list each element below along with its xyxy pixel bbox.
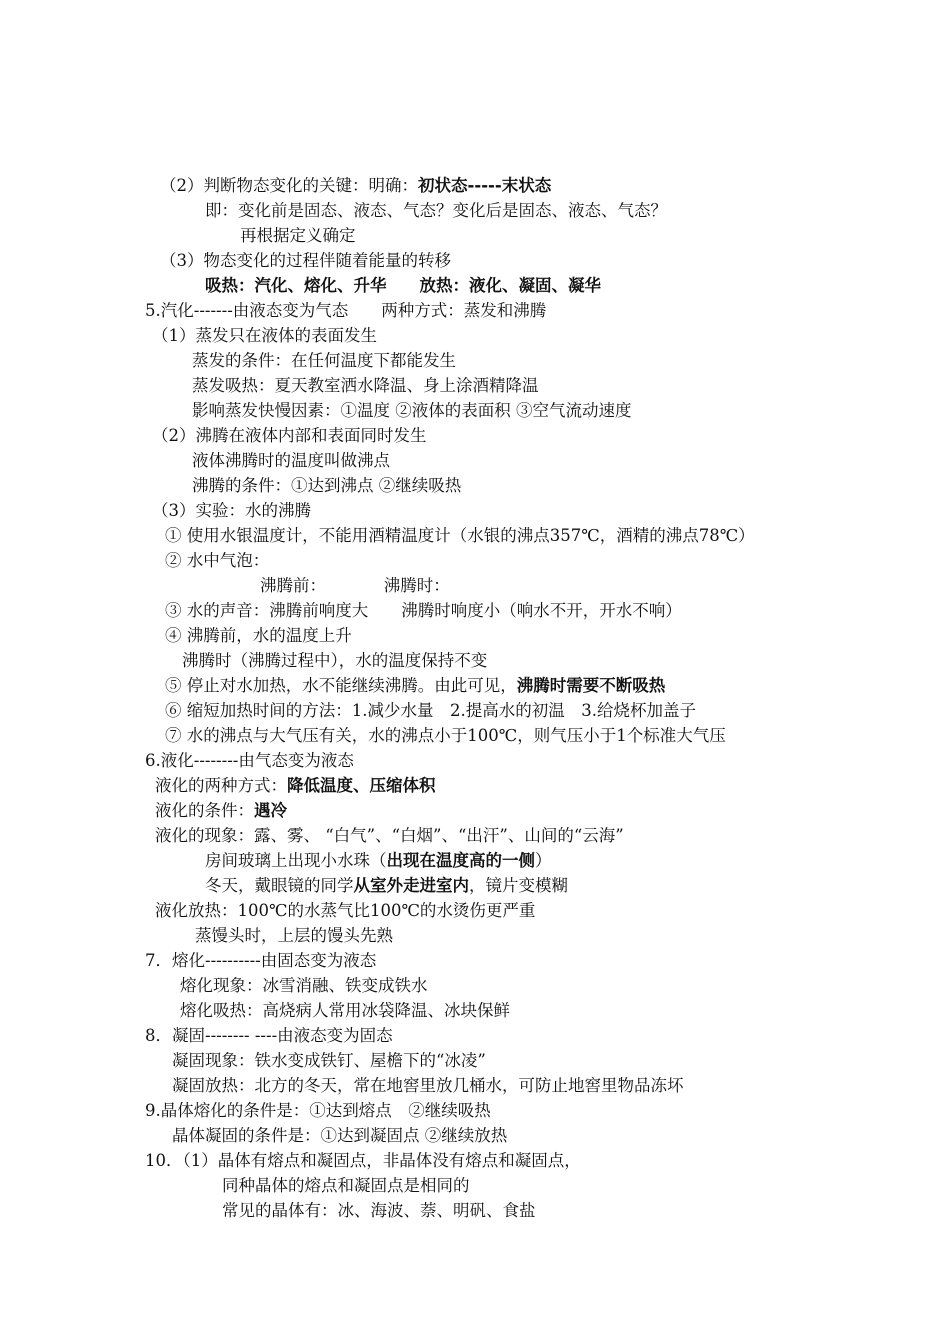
text-segment: 沸腾前： 沸腾时： — [260, 576, 450, 595]
text-segment: ⑦ 水的沸点与大气压有关，水的沸点小于100℃，则气压小于1个标准大气压 — [165, 726, 726, 745]
text-line — [145, 749, 354, 774]
text-segment: （2）沸腾在液体内部和表面同时发生 — [152, 426, 427, 445]
text-line — [180, 999, 510, 1024]
text-segment: 冬天，戴眼镜的同学 — [205, 876, 354, 895]
text-line — [165, 699, 696, 724]
text-line — [192, 399, 632, 424]
text-line — [155, 899, 535, 924]
text-segment: 5.汽化-------由液态变为气态 两种方式：蒸发和沸腾 — [145, 301, 547, 320]
text-segment: 蒸馒头时，上层的馒头先熟 — [195, 926, 393, 945]
text-line — [145, 299, 546, 324]
text-segment: 即：变化前是固态、液态、气态？变化后是固态、液态、气态？ — [205, 201, 667, 220]
text-segment: 液化的条件： — [155, 801, 254, 820]
text-segment: 蒸发吸热：夏天教室洒水降温、身上涂酒精降温 — [192, 376, 539, 395]
text-segment: ① 使用水银温度计，不能用酒精温度计（水银的沸点357℃，酒精的沸点78℃） — [165, 526, 755, 545]
text-line — [172, 1074, 684, 1099]
text-segment: ② 水中气泡： — [165, 551, 270, 570]
bold-text: 吸热：汽化、熔化、升华 放热：液化、凝固、凝华 — [205, 276, 601, 295]
text-segment: 蒸发的条件：在任何温度下都能发生 — [192, 351, 456, 370]
text-line — [205, 199, 667, 224]
text-line — [240, 224, 356, 249]
text-segment: 10．（1）晶体有熔点和凝固点，非晶体没有熔点和凝固点， — [145, 1151, 581, 1170]
text-line — [155, 799, 287, 824]
text-line — [205, 274, 601, 299]
text-line — [152, 424, 427, 449]
text-line — [222, 1174, 470, 1199]
text-line — [160, 174, 551, 199]
text-segment: 液体沸腾时的温度叫做沸点 — [192, 451, 390, 470]
text-segment: 熔化现象：冰雪消融、铁变成铁水 — [180, 976, 428, 995]
text-line — [145, 949, 376, 974]
text-line — [145, 1024, 393, 1049]
text-line — [165, 674, 665, 699]
text-line — [165, 549, 269, 574]
text-line — [222, 1199, 536, 1224]
bold-text: 出现在温度高的一侧 — [386, 851, 535, 870]
text-line — [172, 1049, 486, 1074]
text-segment: （3）实验：水的沸腾 — [152, 501, 311, 520]
text-segment: 沸腾时（沸腾过程中），水的温度保持不变 — [182, 651, 488, 670]
text-line — [195, 924, 393, 949]
text-line — [152, 324, 377, 349]
text-line — [145, 1099, 491, 1124]
text-segment: 液化的两种方式： — [155, 776, 287, 795]
text-segment: 7．熔化----------由固态变为液态 — [145, 951, 377, 970]
text-line — [165, 524, 755, 549]
text-segment: 常见的晶体有：冰、海波、萘、明矾、食盐 — [222, 1201, 536, 1220]
text-segment: （1）蒸发只在液体的表面发生 — [152, 326, 377, 345]
text-segment: （3）物态变化的过程伴随着能量的转移 — [160, 251, 451, 270]
text-segment: 沸腾的条件：①达到沸点 ②继续吸热 — [192, 476, 462, 495]
text-segment: 6.液化--------由气态变为液态 — [145, 751, 354, 770]
text-line — [165, 599, 682, 624]
bold-text: 初状态-----末状态 — [418, 176, 552, 195]
text-segment: 液化放热：100℃的水蒸气比100℃的水烫伤更严重 — [155, 901, 536, 920]
text-line — [152, 499, 311, 524]
text-line — [165, 724, 726, 749]
text-line — [192, 349, 456, 374]
bold-text: 遇冷 — [254, 801, 287, 820]
text-segment: （2）判断物态变化的关键：明确： — [160, 176, 418, 195]
text-line — [172, 1124, 507, 1149]
text-line — [260, 574, 450, 599]
text-line — [160, 249, 451, 274]
bold-text: 沸腾时需要不断吸热 — [516, 676, 666, 695]
text-segment: ） — [535, 851, 552, 870]
text-line — [165, 624, 352, 649]
text-segment: ⑤ 停止对水加热，水不能继续沸腾。由此可见， — [165, 676, 517, 695]
text-line — [180, 974, 428, 999]
text-segment: 房间玻璃上出现小水珠（ — [205, 851, 387, 870]
text-segment: 晶体凝固的条件是：①达到凝固点 ②继续放热 — [172, 1126, 508, 1145]
text-segment: 液化的现象：露、雾、 “白气”、“白烟”、“出汗”、山间的“云海” — [155, 826, 624, 845]
text-segment: 8．凝固-------- ----由液态变为固态 — [145, 1026, 393, 1045]
text-segment: ④ 沸腾前，水的温度上升 — [165, 626, 352, 645]
text-segment: 凝固现象：铁水变成铁钉、屋檐下的“冰凌” — [172, 1051, 486, 1070]
text-segment: 凝固放热：北方的冬天，常在地窖里放几桶水，可防止地窖里物品冻坏 — [172, 1076, 684, 1095]
text-segment: ⑥ 缩短加热时间的方法：1.减少水量 2.提高水的初温 3.给烧杯加盖子 — [165, 701, 696, 720]
text-line — [192, 374, 539, 399]
text-segment: 9.晶体熔化的条件是：①达到熔点 ②继续吸热 — [145, 1101, 491, 1120]
bold-text: 从室外走进室内 — [353, 876, 469, 895]
text-segment: 再根据定义确定 — [240, 226, 356, 245]
text-line — [155, 774, 436, 799]
text-line — [182, 649, 487, 674]
text-segment: ，镜片变模糊 — [469, 876, 568, 895]
text-segment: 同种晶体的熔点和凝固点是相同的 — [222, 1176, 470, 1195]
text-line — [155, 824, 624, 849]
text-line — [205, 849, 552, 874]
text-line — [145, 1149, 581, 1174]
text-line — [192, 474, 461, 499]
text-segment: ③ 水的声音：沸腾前响度大 沸腾时响度小（响水不开，开水不响） — [165, 601, 682, 620]
text-segment: 熔化吸热：高烧病人常用冰袋降温、冰块保鲜 — [180, 1001, 510, 1020]
bold-text: 降低温度、压缩体积 — [287, 776, 436, 795]
text-line — [192, 449, 390, 474]
text-line — [205, 874, 568, 899]
text-segment: 影响蒸发快慢因素：①温度 ②液体的表面积 ③空气流动速度 — [192, 401, 632, 420]
